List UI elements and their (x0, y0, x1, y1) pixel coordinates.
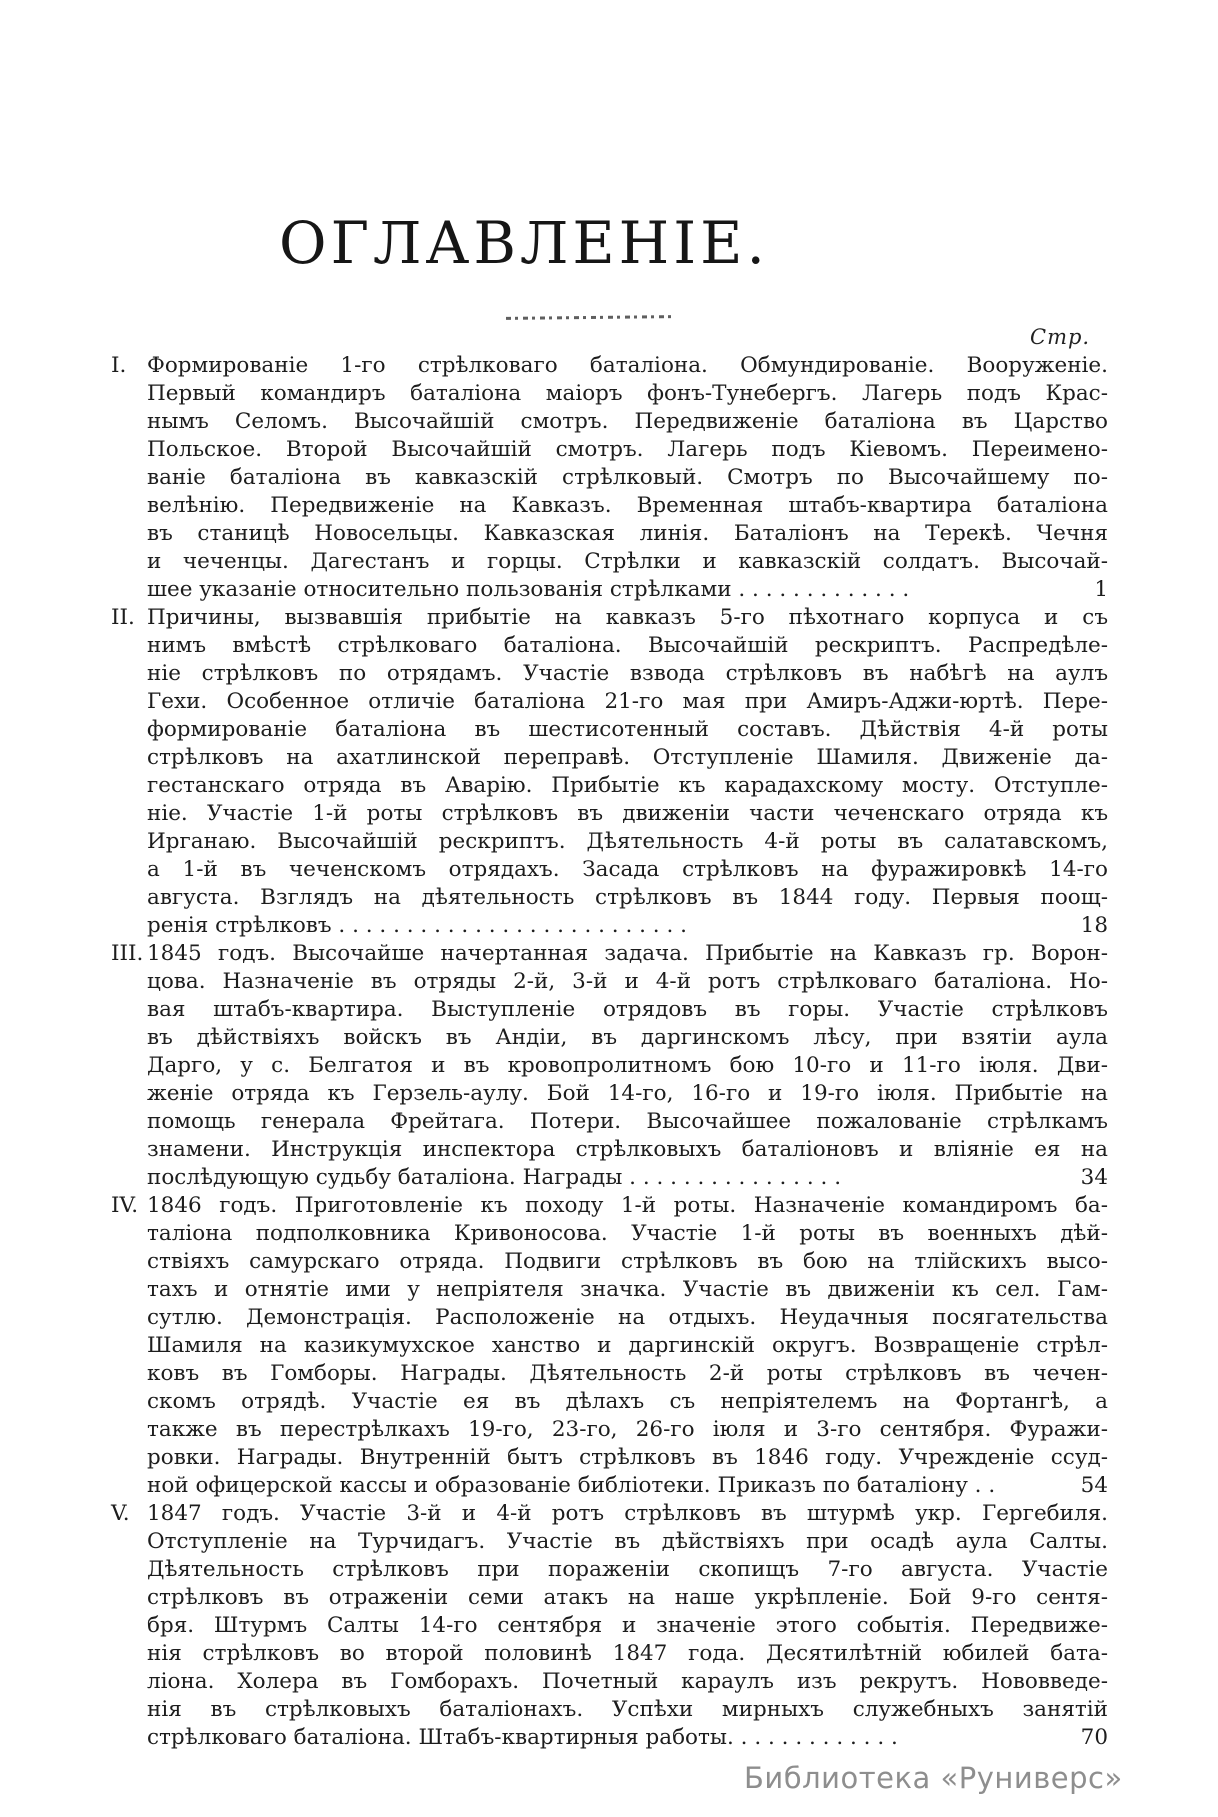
entry-line: Шамиля на казикумухское ханство и даргинскій округъ. Возвращеніе стрѣл- (147, 1333, 1108, 1358)
entry-line: скомъ отрядѣ. Участіе ея въ дѣлахъ съ непріятелемъ на Фортангѣ, а (147, 1389, 1108, 1414)
entry-last-line-text: стрѣлковаго баталіона. Штабъ-квартирныя работы. . . . . . . . . . . . . (147, 1725, 898, 1750)
entry-last-line-text: шее указаніе относительно пользованія стрѣлками . . . . . . . . . . . . . (147, 577, 910, 602)
title-divider (506, 315, 674, 320)
entry-line: сутлю. Демонстрація. Расположеніе на отдыхъ. Неудачныя посягательства (147, 1305, 1108, 1330)
entry-line: ліона. Холера въ Гомборахъ. Почетный караулъ изъ рекрутъ. Нововведе- (147, 1669, 1108, 1694)
entry-line: Причины, вызвавшія прибытіе на кавказъ 5-го пѣхотнаго корпуса и съ (147, 605, 1108, 630)
entry-page-number: 18 (1080, 913, 1108, 938)
entry-last-line (147, 1164, 1108, 1192)
toc-entry (111, 352, 1108, 604)
entry-line: стрѣлковъ на ахатлинской переправѣ. Отступленіе Шамиля. Движеніе да- (147, 745, 1108, 770)
entry-line: и чеченцы. Дагестанъ и горцы. Стрѣлки и кавказскій солдатъ. Высочай- (147, 549, 1108, 574)
entry-last-line (147, 576, 1108, 604)
entry-page-number: 1 (1094, 577, 1108, 602)
entry-line: цова. Назначеніе въ отряды 2-й, 3-й и 4-й ротъ стрѣлковаго баталіона. Но- (147, 969, 1108, 994)
entry-line: въ дѣйствіяхъ войскъ въ Андіи, въ даргинскомъ лѣсу, при взятіи аула (147, 1025, 1108, 1050)
entry-text (147, 1500, 1108, 1752)
entry-last-line-text: ной офицерской кассы и образованіе библіотеки. Приказъ по баталіону . . (147, 1473, 996, 1498)
entry-last-line (147, 1724, 1108, 1752)
entry-line: нимъ вмѣстѣ стрѣлковаго баталіона. Высочайшій рескриптъ. Распредѣле- (147, 633, 1108, 658)
entry-line: также въ перестрѣлкахъ 19-го, 23-го, 26-го іюля и 3-го сентября. Фуражи- (147, 1417, 1108, 1442)
entry-text (147, 940, 1108, 1192)
entry-line: ровки. Награды. Внутренній бытъ стрѣлковъ въ 1846 году. Учрежденіе ссуд- (147, 1445, 1108, 1470)
entry-line: Гехи. Особенное отличіе баталіона 21-го мая при Амиръ-Аджи-юртѣ. Пере- (147, 689, 1108, 714)
entry-line: въ станицѣ Новосельцы. Кавказская линія. Баталіонъ на Терекѣ. Чечня (147, 521, 1108, 546)
entry-page-number: 70 (1080, 1725, 1108, 1750)
entry-numeral: І. (111, 353, 127, 378)
entry-line: таліона подполковника Кривоносова. Участіе 1-й роты въ военныхъ дѣй- (147, 1221, 1108, 1246)
entry-line: помощь генерала Фрейтага. Потери. Высочайшее пожалованіе стрѣлкамъ (147, 1109, 1108, 1134)
entry-numeral: IV. (111, 1193, 139, 1218)
toc-entry (111, 1500, 1108, 1752)
entry-line: августа. Взглядъ на дѣятельность стрѣлковъ въ 1844 году. Первыя поощ- (147, 885, 1108, 910)
entry-line: вая штабъ-квартира. Выступленіе отрядовъ въ горы. Участіе стрѣлковъ (147, 997, 1108, 1022)
entry-last-line-text: послѣдующую судьбу баталіона. Награды . . . . . . . . . . . . . . . . (147, 1165, 842, 1190)
entry-page-number: 54 (1080, 1473, 1108, 1498)
entry-line: ніе стрѣлковъ по отрядамъ. Участіе взвода стрѣлковъ въ набѣгѣ на аулъ (147, 661, 1108, 686)
toc-entry (111, 604, 1108, 940)
entry-line: женіе отряда къ Герзель-аулу. Бой 14-го, 16-го и 19-го іюля. Прибытіе на (147, 1081, 1108, 1106)
entry-line: 1845 годъ. Высочайше начертанная задача. Прибытіе на Кавказъ гр. Ворон- (147, 941, 1108, 966)
entry-line: стрѣлковъ въ отраженіи семи атакъ на наше укрѣпленіе. Бой 9-го сентя- (147, 1585, 1108, 1610)
entry-line: Дарго, у с. Белгатоя и въ кровопролитномъ бою 10-го и 11-го іюля. Дви- (147, 1053, 1108, 1078)
entry-line: знамени. Инструкція инспектора стрѣлковыхъ баталіоновъ и вліяніе ея на (147, 1137, 1108, 1162)
entry-line: ваніе баталіона въ кавказскій стрѣлковый. Смотръ по Высочайшему по- (147, 465, 1108, 490)
entry-line: 1846 годъ. Приготовленіе къ походу 1-й роты. Назначеніе командиромъ ба- (147, 1193, 1108, 1218)
entry-line: Ирганаю. Высочайшій рескриптъ. Дѣятельность 4-й роты въ салатавскомъ, (147, 829, 1108, 854)
entry-line: Польское. Второй Высочайшій смотръ. Лагерь подъ Кіевомъ. Переимено- (147, 437, 1108, 462)
entry-last-line (147, 912, 1108, 940)
entry-line: ковъ въ Гомборы. Награды. Дѣятельность 2-й роты стрѣлковъ въ чечен- (147, 1361, 1108, 1386)
toc-entry (111, 940, 1108, 1192)
entry-line: ствіяхъ самурскаго отряда. Подвиги стрѣлковъ въ бою на тлійскихъ высо- (147, 1249, 1108, 1274)
entry-page-number: 34 (1080, 1165, 1108, 1190)
entry-line: Дѣятельность стрѣлковъ при пораженіи скопищъ 7-го августа. Участіе (147, 1557, 1108, 1582)
entry-last-line-text: ренія стрѣлковъ . . . . . . . . . . . . . . . . . . . . . . . . . . (147, 913, 687, 938)
entry-line: нія въ стрѣлковыхъ баталіонахъ. Успѣхи мирныхъ служебныхъ занятій (147, 1697, 1108, 1722)
page-column-header: Стр. (1030, 325, 1091, 349)
entry-line: нія стрѣлковъ во второй половинѣ 1847 года. Десятилѣтній юбилей бата- (147, 1641, 1108, 1666)
entry-line: нымъ Селомъ. Высочайшій смотръ. Передвиженіе баталіона въ Царство (147, 409, 1108, 434)
page-title: ОГЛАВЛЕНІЕ. (279, 209, 769, 277)
entry-last-line (147, 1472, 1108, 1500)
entry-line: а 1-й въ чеченскомъ отрядахъ. Засада стрѣлковъ на фуражировкѣ 14-го (147, 857, 1108, 882)
entry-line: Первый командиръ баталіона маіоръ фонъ-Тунебергъ. Лагерь подъ Крас- (147, 381, 1108, 406)
entry-line: ніе. Участіе 1-й роты стрѣлковъ въ движеніи части чеченскаго отряда къ (147, 801, 1108, 826)
table-of-contents (111, 352, 1108, 1752)
entry-line: тахъ и отнятіе ими у непріятеля значка. Участіе въ движеніи къ сел. Гам- (147, 1277, 1108, 1302)
entry-line: 1847 годъ. Участіе 3-й и 4-й ротъ стрѣлковъ въ штурмѣ укр. Гергебиля. (147, 1501, 1108, 1526)
entry-line: Формированіе 1-го стрѣлковаго баталіона. Обмундированіе. Вооруженіе. (147, 353, 1108, 378)
entry-numeral: V. (111, 1501, 130, 1526)
entry-numeral: ІІ. (111, 605, 135, 630)
library-watermark: Библиотека «Руниверс» (744, 1761, 1123, 1795)
entry-line: велѣнію. Передвиженіе на Кавказъ. Временная штабъ-квартира баталіона (147, 493, 1108, 518)
entry-text (147, 604, 1108, 940)
entry-text (147, 352, 1108, 604)
entry-numeral: ІІІ. (111, 941, 144, 966)
toc-entry (111, 1192, 1108, 1500)
entry-line: гестанскаго отряда въ Аварію. Прибытіе къ карадахскому мосту. Отступле- (147, 773, 1108, 798)
entry-line: формированіе баталіона въ шестисотенный составъ. Дѣйствія 4-й роты (147, 717, 1108, 742)
entry-line: бря. Штурмъ Салты 14-го сентября и значеніе этого событія. Передвиже- (147, 1613, 1108, 1638)
entry-line: Отступленіе на Турчидагъ. Участіе въ дѣйствіяхъ при осадѣ аула Салты. (147, 1529, 1108, 1554)
entry-text (147, 1192, 1108, 1500)
